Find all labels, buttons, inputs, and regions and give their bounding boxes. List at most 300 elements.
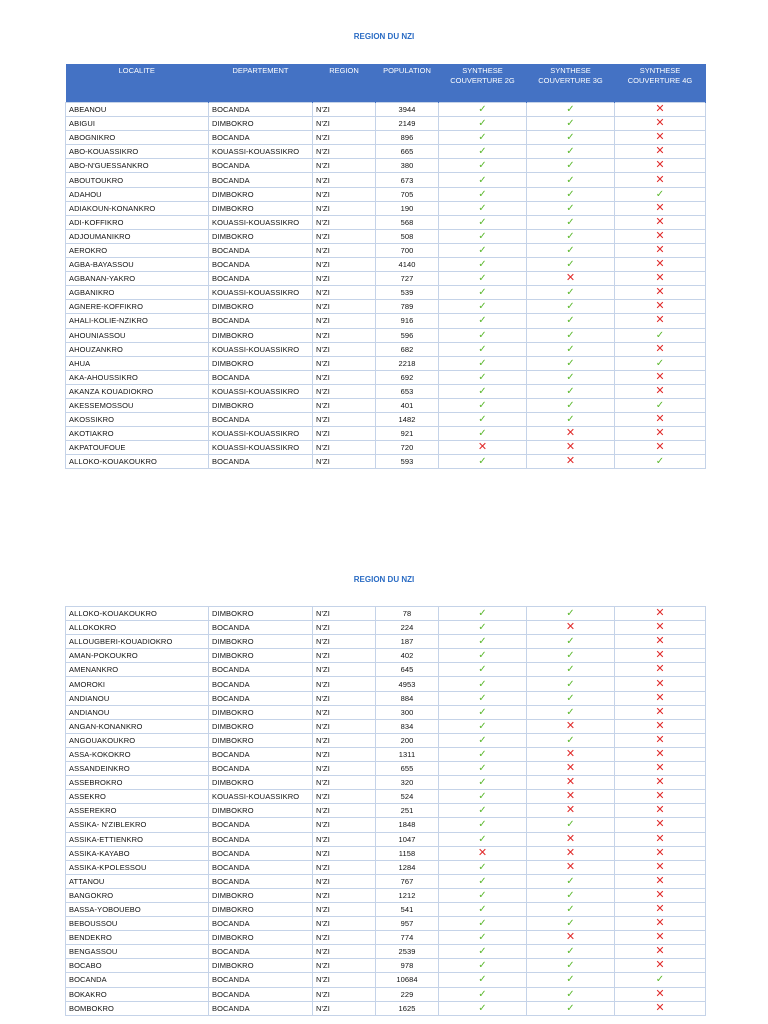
- checkmark-icon: ✓: [478, 861, 487, 873]
- checkmark-icon: ✓: [566, 889, 575, 901]
- localite-cell: AGBANIKRO: [66, 286, 209, 300]
- coverage-4g-cell: [615, 441, 706, 455]
- checkmark-icon: ✓: [566, 875, 575, 887]
- departement-cell: DIMBOKRO: [209, 117, 313, 131]
- checkmark-icon: ✓: [478, 889, 487, 901]
- coverage-3g-cell: [527, 663, 615, 677]
- coverage-3g-cell: [527, 705, 615, 719]
- cross-icon: ✕: [565, 931, 576, 944]
- checkmark-icon: ✓: [478, 273, 487, 285]
- cross-icon: ✕: [655, 705, 665, 718]
- table-header-row: [66, 64, 706, 103]
- table-row: [66, 1001, 706, 1015]
- coverage-3g-cell: [527, 258, 615, 272]
- localite-cell: ASSIKA-KPOLESSOU: [66, 860, 209, 874]
- coverage-3g-cell: [527, 187, 615, 201]
- population-cell: 916: [376, 314, 439, 328]
- table-row: [66, 243, 706, 257]
- cross-icon: ✕: [565, 719, 576, 732]
- cross-icon: ✕: [655, 860, 665, 873]
- cross-icon: ✕: [655, 131, 665, 144]
- population-cell: 1158: [376, 846, 439, 860]
- localite-cell: ABO-KOUASSIKRO: [66, 145, 209, 159]
- checkmark-icon: ✓: [478, 763, 487, 775]
- cross-icon: ✕: [655, 159, 665, 172]
- cross-icon: ✕: [655, 804, 665, 817]
- region-cell: N'ZI: [313, 215, 376, 229]
- table-row: [66, 663, 706, 677]
- region-cell: N'ZI: [313, 747, 376, 761]
- localite-cell: AKPATOUFOUE: [66, 441, 209, 455]
- table-row: [66, 945, 706, 959]
- cross-icon: ✕: [655, 258, 665, 271]
- section-1-title: REGION DU NZI: [353, 32, 415, 41]
- checkmark-icon: ✓: [478, 343, 487, 355]
- checkmark-icon: ✓: [478, 456, 487, 468]
- cross-icon: ✕: [565, 272, 576, 285]
- coverage-2g-cell: [439, 384, 527, 398]
- localite-cell: AKESSEMOSSOU: [66, 398, 209, 412]
- region-cell: N'ZI: [313, 455, 376, 469]
- coverage-2g-cell: [439, 677, 527, 691]
- checkmark-icon: ✓: [478, 805, 487, 817]
- table-row: [66, 441, 706, 455]
- departement-cell: BOCANDA: [209, 860, 313, 874]
- coverage-2g-cell: [439, 300, 527, 314]
- table-row: [66, 846, 706, 860]
- departement-cell: BOCANDA: [209, 846, 313, 860]
- coverage-2g-cell: [439, 607, 527, 621]
- checkmark-icon: ✓: [655, 329, 665, 341]
- localite-cell: BANGOKRO: [66, 888, 209, 902]
- population-cell: 789: [376, 300, 439, 314]
- checkmark-icon: ✓: [566, 706, 575, 718]
- cross-icon: ✕: [655, 441, 665, 454]
- checkmark-icon: ✓: [478, 974, 487, 986]
- coverage-3g-cell: [527, 398, 615, 412]
- cross-icon: ✕: [565, 804, 576, 817]
- coverage-2g-cell: [439, 663, 527, 677]
- coverage-4g-cell: [615, 649, 706, 663]
- coverage-4g-cell: [615, 945, 706, 959]
- departement-cell: BOCANDA: [209, 1001, 313, 1015]
- checkmark-icon: ✓: [566, 904, 575, 916]
- checkmark-icon: ✓: [478, 188, 487, 200]
- coverage-4g-cell: [615, 705, 706, 719]
- coverage-3g-cell: [527, 201, 615, 215]
- checkmark-icon: ✓: [478, 132, 487, 144]
- population-cell: 187: [376, 635, 439, 649]
- checkmark-icon: ✓: [478, 146, 487, 158]
- region-cell: N'ZI: [313, 874, 376, 888]
- localite-cell: ALLOUGBERI-KOUADIOKRO: [66, 635, 209, 649]
- cross-icon: ✕: [655, 874, 665, 887]
- departement-cell: BOCANDA: [209, 747, 313, 761]
- cross-icon: ✕: [477, 846, 488, 859]
- table-row: [66, 455, 706, 469]
- population-cell: 1311: [376, 747, 439, 761]
- coverage-2g-cell: [439, 229, 527, 243]
- population-cell: 596: [376, 328, 439, 342]
- coverage-3g-cell: [527, 300, 615, 314]
- population-cell: 1284: [376, 860, 439, 874]
- population-cell: 1848: [376, 818, 439, 832]
- coverage-3g-cell: [527, 691, 615, 705]
- coverage-2g-cell: [439, 413, 527, 427]
- table-row: [66, 804, 706, 818]
- coverage-3g-cell: [527, 145, 615, 159]
- table-row: [66, 691, 706, 705]
- table-row: [66, 635, 706, 649]
- checkmark-icon: ✓: [478, 400, 487, 412]
- checkmark-icon: ✓: [478, 678, 487, 690]
- departement-cell: BOCANDA: [209, 677, 313, 691]
- coverage-2g-cell: [439, 762, 527, 776]
- coverage-2g-cell: [439, 776, 527, 790]
- checkmark-icon: ✓: [478, 301, 487, 313]
- table-row: [66, 342, 706, 356]
- departement-cell: BOCANDA: [209, 131, 313, 145]
- table-row: [66, 356, 706, 370]
- localite-cell: AKOSSIKRO: [66, 413, 209, 427]
- cross-icon: ✕: [655, 286, 665, 299]
- column-header: SYNTHESE COUVERTURE 4G: [615, 64, 706, 103]
- coverage-4g-cell: [615, 187, 706, 201]
- departement-cell: DIMBOKRO: [209, 356, 313, 370]
- coverage-table-2: [65, 606, 705, 1016]
- region-cell: N'ZI: [313, 832, 376, 846]
- checkmark-icon: ✓: [478, 244, 487, 256]
- checkmark-icon: ✓: [478, 720, 487, 732]
- population-cell: 921: [376, 427, 439, 441]
- departement-cell: DIMBOKRO: [209, 776, 313, 790]
- departement-cell: DIMBOKRO: [209, 931, 313, 945]
- region-cell: N'ZI: [313, 187, 376, 201]
- table-row: [66, 733, 706, 747]
- localite-cell: BENGASSOU: [66, 945, 209, 959]
- coverage-3g-cell: [527, 328, 615, 342]
- localite-cell: ASSEKRO: [66, 790, 209, 804]
- coverage-4g-cell: [615, 173, 706, 187]
- departement-cell: KOUASSI-KOUASSIKRO: [209, 145, 313, 159]
- coverage-2g-cell: [439, 790, 527, 804]
- checkmark-icon: ✓: [566, 259, 575, 271]
- cross-icon: ✕: [655, 384, 665, 397]
- checkmark-icon: ✓: [566, 974, 575, 986]
- checkmark-icon: ✓: [566, 608, 575, 620]
- coverage-4g-cell: [615, 917, 706, 931]
- coverage-2g-cell: [439, 356, 527, 370]
- cross-icon: ✕: [655, 818, 665, 831]
- checkmark-icon: ✓: [566, 329, 575, 341]
- table-row: [66, 398, 706, 412]
- checkmark-icon: ✓: [566, 188, 575, 200]
- checkmark-icon: ✓: [478, 748, 487, 760]
- checkmark-icon: ✓: [566, 650, 575, 662]
- coverage-table: [65, 64, 706, 469]
- coverage-3g-cell: [527, 356, 615, 370]
- departement-cell: DIMBOKRO: [209, 902, 313, 916]
- checkmark-icon: ✓: [566, 371, 575, 383]
- departement-cell: KOUASSI-KOUASSIKRO: [209, 384, 313, 398]
- table-row: [66, 818, 706, 832]
- population-cell: 834: [376, 719, 439, 733]
- table-row: [66, 776, 706, 790]
- region-cell: N'ZI: [313, 229, 376, 243]
- cross-icon: ✕: [565, 455, 576, 468]
- coverage-2g-cell: [439, 145, 527, 159]
- localite-cell: BASSA-YOBOUEBO: [66, 902, 209, 916]
- cross-icon: ✕: [655, 959, 665, 972]
- coverage-4g-cell: [615, 117, 706, 131]
- localite-cell: ALLOKO-KOUAKOUKRO: [66, 607, 209, 621]
- population-cell: 320: [376, 776, 439, 790]
- localite-cell: BEBOUSSOU: [66, 917, 209, 931]
- cross-icon: ✕: [655, 762, 665, 775]
- table-row: [66, 328, 706, 342]
- coverage-2g-cell: [439, 945, 527, 959]
- localite-cell: AGBA-BAYASSOU: [66, 258, 209, 272]
- coverage-2g-cell: [439, 987, 527, 1001]
- cross-icon: ✕: [565, 441, 576, 454]
- coverage-4g-cell: [615, 846, 706, 860]
- coverage-3g-cell: [527, 649, 615, 663]
- population-cell: 2218: [376, 356, 439, 370]
- table-row: [66, 229, 706, 243]
- region-cell: N'ZI: [313, 776, 376, 790]
- coverage-4g-cell: [615, 342, 706, 356]
- region-cell: N'ZI: [313, 621, 376, 635]
- coverage-2g-cell: [439, 635, 527, 649]
- cross-icon: ✕: [655, 691, 665, 704]
- population-cell: 508: [376, 229, 439, 243]
- checkmark-icon: ✓: [655, 188, 665, 200]
- localite-cell: AMAN-POKOUKRO: [66, 649, 209, 663]
- coverage-4g-cell: [615, 987, 706, 1001]
- coverage-2g-cell: [439, 243, 527, 257]
- coverage-3g-cell: [527, 243, 615, 257]
- coverage-3g-cell: [527, 874, 615, 888]
- region-cell: N'ZI: [313, 201, 376, 215]
- coverage-3g-cell: [527, 776, 615, 790]
- region-cell: N'ZI: [313, 103, 376, 117]
- checkmark-icon: ✓: [566, 1002, 575, 1014]
- coverage-3g-cell: [527, 677, 615, 691]
- localite-cell: ANDIANOU: [66, 705, 209, 719]
- checkmark-icon: ✓: [566, 636, 575, 648]
- population-cell: 1482: [376, 413, 439, 427]
- table-row: [66, 413, 706, 427]
- population-cell: 1212: [376, 888, 439, 902]
- coverage-3g-cell: [527, 159, 615, 173]
- departement-cell: BOCANDA: [209, 917, 313, 931]
- checkmark-icon: ✓: [566, 146, 575, 158]
- coverage-3g-cell: [527, 427, 615, 441]
- checkmark-icon: ✓: [566, 202, 575, 214]
- checkmark-icon: ✓: [478, 160, 487, 172]
- departement-cell: BOCANDA: [209, 455, 313, 469]
- region-cell: N'ZI: [313, 917, 376, 931]
- departement-cell: BOCANDA: [209, 987, 313, 1001]
- cross-icon: ✕: [655, 931, 665, 944]
- departement-cell: DIMBOKRO: [209, 187, 313, 201]
- cross-icon: ✕: [655, 1001, 665, 1014]
- checkmark-icon: ✓: [478, 664, 487, 676]
- coverage-3g-cell: [527, 173, 615, 187]
- table-row: [66, 258, 706, 272]
- coverage-2g-cell: [439, 258, 527, 272]
- region-cell: N'ZI: [313, 258, 376, 272]
- region-cell: N'ZI: [313, 902, 376, 916]
- coverage-2g-cell: [439, 719, 527, 733]
- coverage-3g-cell: [527, 607, 615, 621]
- cross-icon: ✕: [655, 790, 665, 803]
- region-cell: N'ZI: [313, 945, 376, 959]
- checkmark-icon: ✓: [566, 918, 575, 930]
- coverage-3g-cell: [527, 215, 615, 229]
- checkmark-icon: ✓: [566, 400, 575, 412]
- population-cell: 2149: [376, 117, 439, 131]
- coverage-4g-cell: [615, 159, 706, 173]
- checkmark-icon: ✓: [478, 216, 487, 228]
- coverage-4g-cell: [615, 931, 706, 945]
- population-cell: 767: [376, 874, 439, 888]
- localite-cell: BENDEKRO: [66, 931, 209, 945]
- population-cell: 541: [376, 902, 439, 916]
- localite-cell: ABOUTOUKRO: [66, 173, 209, 187]
- table-row: [66, 145, 706, 159]
- cross-icon: ✕: [565, 747, 576, 760]
- departement-cell: DIMBOKRO: [209, 804, 313, 818]
- population-cell: 2539: [376, 945, 439, 959]
- cross-icon: ✕: [565, 832, 576, 845]
- population-cell: 1625: [376, 1001, 439, 1015]
- localite-cell: ANDIANOU: [66, 691, 209, 705]
- population-cell: 645: [376, 663, 439, 677]
- coverage-4g-cell: [615, 398, 706, 412]
- checkmark-icon: ✓: [566, 357, 575, 369]
- coverage-3g-cell: [527, 762, 615, 776]
- population-cell: 673: [376, 173, 439, 187]
- cross-icon: ✕: [565, 776, 576, 789]
- coverage-2g-cell: [439, 705, 527, 719]
- checkmark-icon: ✓: [478, 104, 487, 116]
- cross-icon: ✕: [655, 229, 665, 242]
- cross-icon: ✕: [655, 427, 665, 440]
- coverage-3g-cell: [527, 455, 615, 469]
- coverage-2g-cell: [439, 398, 527, 412]
- cross-icon: ✕: [655, 719, 665, 732]
- region-cell: N'ZI: [313, 342, 376, 356]
- localite-cell: ASSIKA- N'ZIBLEKRO: [66, 818, 209, 832]
- coverage-2g-cell: [439, 649, 527, 663]
- localite-cell: AGNERE-KOFFIKRO: [66, 300, 209, 314]
- departement-cell: DIMBOKRO: [209, 398, 313, 412]
- departement-cell: BOCANDA: [209, 103, 313, 117]
- cross-icon: ✕: [477, 441, 488, 454]
- cross-icon: ✕: [565, 790, 576, 803]
- checkmark-icon: ✓: [478, 202, 487, 214]
- checkmark-icon: ✓: [566, 301, 575, 313]
- column-header: SYNTHESE COUVERTURE 2G: [439, 64, 527, 103]
- coverage-2g-cell: [439, 804, 527, 818]
- checkmark-icon: ✓: [478, 636, 487, 648]
- coverage-2g-cell: [439, 173, 527, 187]
- localite-cell: ASSIKA-ETTIENKRO: [66, 832, 209, 846]
- localite-cell: ASSEBROKRO: [66, 776, 209, 790]
- checkmark-icon: ✓: [478, 1002, 487, 1014]
- coverage-2g-cell: [439, 691, 527, 705]
- region-cell: N'ZI: [313, 427, 376, 441]
- checkmark-icon: ✓: [566, 819, 575, 831]
- coverage-2g-cell: [439, 455, 527, 469]
- localite-cell: AGBANAN-YAKRO: [66, 272, 209, 286]
- coverage-4g-cell: [615, 691, 706, 705]
- checkmark-icon: ✓: [478, 791, 487, 803]
- population-cell: 380: [376, 159, 439, 173]
- region-cell: N'ZI: [313, 131, 376, 145]
- cross-icon: ✕: [655, 370, 665, 383]
- coverage-2g-cell: [439, 117, 527, 131]
- cross-icon: ✕: [655, 917, 665, 930]
- coverage-4g-cell: [615, 455, 706, 469]
- region-cell: N'ZI: [313, 384, 376, 398]
- cross-icon: ✕: [655, 987, 665, 1000]
- checkmark-icon: ✓: [655, 400, 665, 412]
- departement-cell: DIMBOKRO: [209, 959, 313, 973]
- table-row: [66, 103, 706, 117]
- cross-icon: ✕: [655, 215, 665, 228]
- coverage-4g-cell: [615, 719, 706, 733]
- table-row: [66, 705, 706, 719]
- population-cell: 682: [376, 342, 439, 356]
- region-cell: N'ZI: [313, 733, 376, 747]
- cross-icon: ✕: [655, 663, 665, 676]
- coverage-4g-cell: [615, 747, 706, 761]
- cross-icon: ✕: [655, 103, 665, 116]
- coverage-3g-cell: [527, 888, 615, 902]
- departement-cell: BOCANDA: [209, 973, 313, 987]
- coverage-table-1: [65, 64, 705, 469]
- population-cell: 524: [376, 790, 439, 804]
- cross-icon: ✕: [655, 173, 665, 186]
- region-cell: N'ZI: [313, 762, 376, 776]
- cross-icon: ✕: [655, 649, 665, 662]
- checkmark-icon: ✓: [478, 692, 487, 704]
- coverage-2g-cell: [439, 427, 527, 441]
- coverage-3g-cell: [527, 973, 615, 987]
- cross-icon: ✕: [565, 762, 576, 775]
- checkmark-icon: ✓: [478, 932, 487, 944]
- departement-cell: DIMBOKRO: [209, 705, 313, 719]
- coverage-4g-cell: [615, 860, 706, 874]
- coverage-2g-cell: [439, 621, 527, 635]
- table-row: [66, 187, 706, 201]
- cross-icon: ✕: [655, 903, 665, 916]
- coverage-2g-cell: [439, 818, 527, 832]
- coverage-4g-cell: [615, 607, 706, 621]
- region-cell: N'ZI: [313, 846, 376, 860]
- coverage-2g-cell: [439, 159, 527, 173]
- coverage-2g-cell: [439, 103, 527, 117]
- population-cell: 224: [376, 621, 439, 635]
- region-cell: N'ZI: [313, 663, 376, 677]
- checkmark-icon: ✓: [478, 329, 487, 341]
- coverage-2g-cell: [439, 441, 527, 455]
- localite-cell: AHOUZANKRO: [66, 342, 209, 356]
- checkmark-icon: ✓: [478, 960, 487, 972]
- population-cell: 705: [376, 187, 439, 201]
